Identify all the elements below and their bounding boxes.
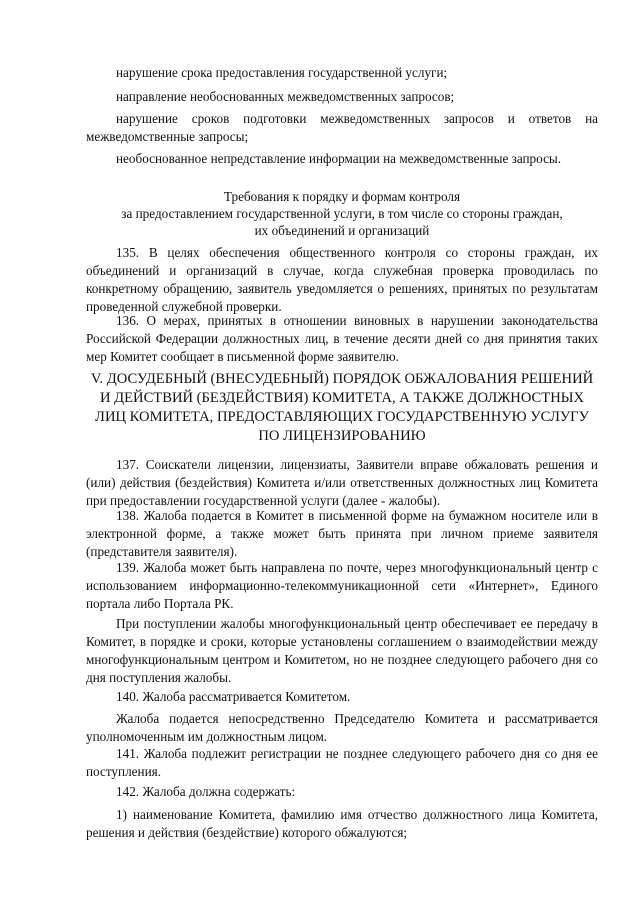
paragraph-135: 135. В целях обеспечения общественного контроля со стороны граждан, их объединений и организаций в случае, когда служебная проверка проводилась по конкретному обращению, заявитель уведомляется о решениях, принятых по результатам проведенной служебной проверки.	[86, 245, 598, 314]
paragraph-unfounded-requests: направление необоснованных межведомственных запросов;	[116, 89, 455, 104]
paragraph-140: 140. Жалоба рассматривается Комитетом.	[116, 689, 351, 704]
paragraph-141: 141. Жалоба подлежит регистрации не позднее следующего рабочего дня со дня ее поступления.	[86, 746, 598, 779]
section-heading-line-3: ЛИЦ КОМИТЕТА, ПРЕДОСТАВЛЯЮЩИХ ГОСУДАРСТВЕННУЮ УСЛУГУ	[95, 409, 589, 425]
paragraph-139: 139. Жалоба может быть направлена по почте, через многофункциональный центр с использованием информационно-телекоммуникационной сети «Интернет», Единого портала либо Портала РК.	[86, 560, 598, 611]
section-heading-line-2: И ДЕЙСТВИЙ (БЕЗДЕЙСТВИЯ) КОМИТЕТА, А ТАКЖЕ ДОЛЖНОСТНЫХ	[99, 390, 585, 406]
paragraph-unfounded-nonprovision: необоснованное непредставление информации на межведомственные запросы.	[116, 151, 562, 166]
section-heading-line-4: ПО ЛИЦЕНЗИРОВАНИЮ	[258, 428, 426, 444]
paragraph-136: 136. О мерах, принятых в отношении виновных в нарушении законодательства Российской Федерации должностных лиц, в течение десяти дней со дня принятия таких мер Комитет сообщает в письменной форме заявителю.	[86, 313, 598, 364]
paragraph-142: 142. Жалоба должна содержать:	[116, 784, 296, 799]
subheading-line-3: их объединений и организаций	[254, 223, 430, 238]
subheading-line-2: за предоставлением государственной услуги, в том числе со стороны граждан,	[121, 206, 563, 221]
paragraph-142-item-1: 1) наименование Комитета, фамилию имя отчество должностного лица Комитета, решения и действия (бездействие) которого обжалуются;	[86, 807, 598, 840]
paragraph-140-chairman: Жалоба подается непосредственно Председателю Комитета и рассматривается уполномоченным им должностным лицом.	[86, 711, 598, 744]
paragraph-violation-deadline: нарушение срока предоставления государственной услуги;	[116, 65, 448, 80]
subheading-line-1: Требования к порядку и формам контроля	[223, 189, 461, 204]
paragraph-138: 138. Жалоба подается в Комитет в письменной форме на бумажном носителе или в электронной форме, а также может быть принята при личном приеме заявителя (представителя заявителя).	[86, 508, 598, 559]
paragraph-137: 137. Соискатели лицензии, лицензиаты, Заявители вправе обжаловать решения и (или) действия (бездействия) Комитета и/или ответственных должностных лиц Комитета при предоставлении государственной услуги (далее - жалобы).	[86, 457, 598, 508]
section-heading-line-1: V. ДОСУДЕБНЫЙ (ВНЕСУДЕБНЫЙ) ПОРЯДОК ОБЖАЛОВАНИЯ РЕШЕНИЙ	[90, 371, 594, 387]
paragraph-request-deadlines: нарушение сроков подготовки межведомственных запросов и ответов на межведомственные запросы;	[86, 111, 598, 144]
paragraph-139-multifunctional-center: При поступлении жалобы многофункциональный центр обеспечивает ее передачу в Комитет, в порядке и сроки, которые установлены соглашением о взаимодействии между многофункциональным центром и Комитетом, но не позднее следующего рабочего дня со дня поступления жалобы.	[86, 616, 598, 685]
